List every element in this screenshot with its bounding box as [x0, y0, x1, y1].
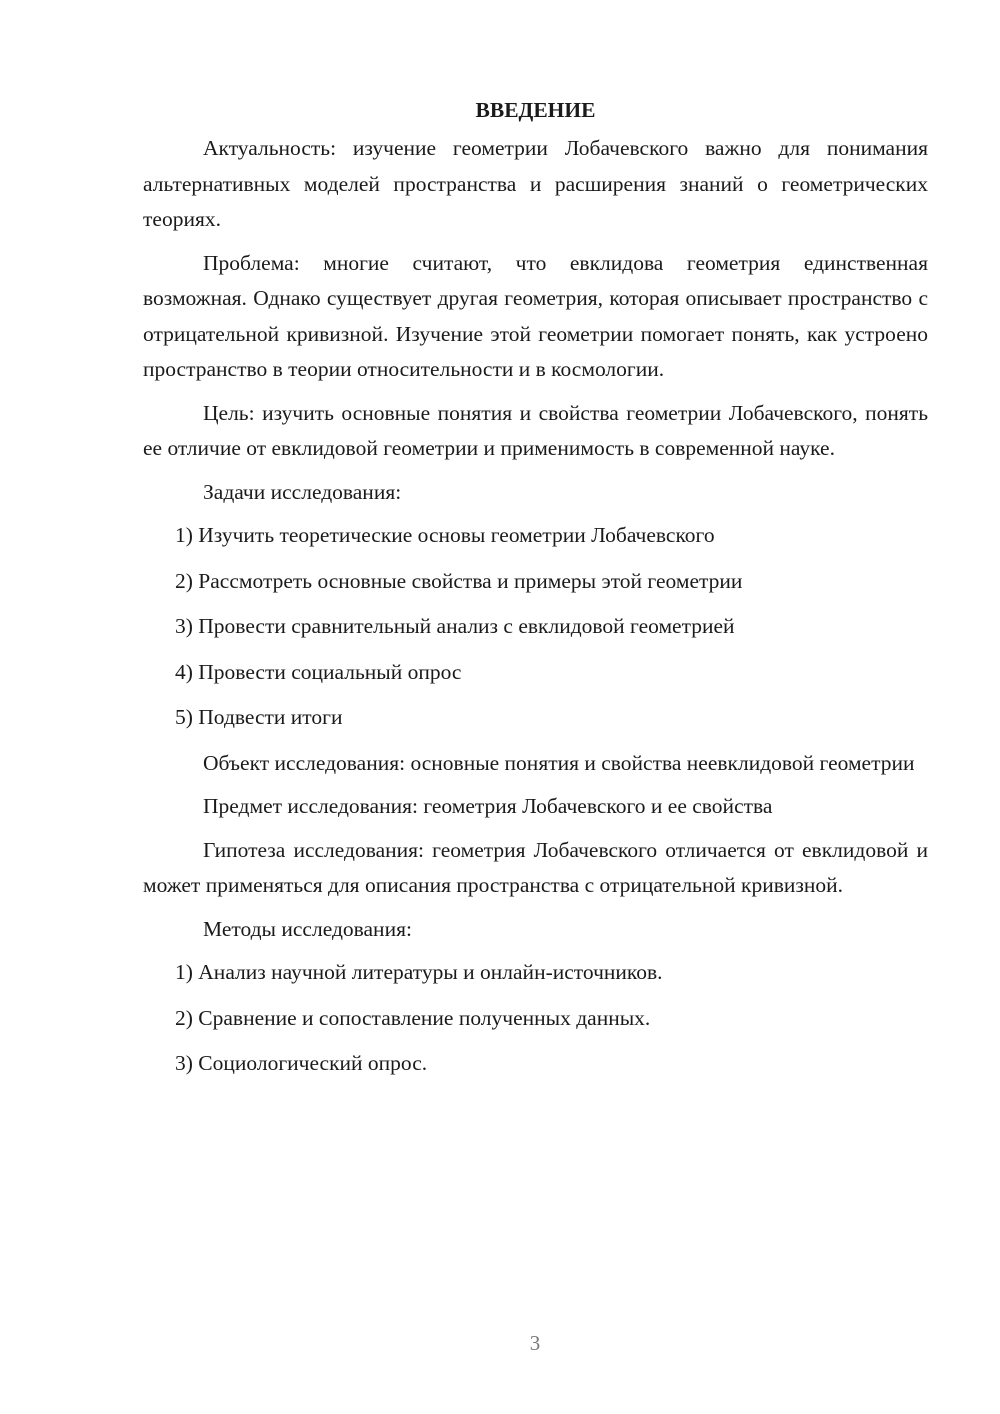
list-item: 4) Провести социальный опрос: [175, 659, 462, 684]
list-item: 2) Рассмотреть основные свойства и примеры этой геометрии: [175, 568, 743, 593]
methods-list: [143, 955, 928, 1082]
list-item: 1) Анализ научной литературы и онлайн-источников.: [175, 960, 663, 984]
hypothesis-paragraph: Гипотеза исследования: геометрия Лобачевского отличается от евклидовой и может применяться для описания пространства с отрицательной кривизной.: [143, 837, 928, 897]
problem-paragraph: Проблема: многие считают, что евклидова геометрия единственная возможная. Однако существует другая геометрия, которая описывает пространство с отрицательной кривизной. Изучение этой геометрии помогает понять, как устроено пространство в теории относительности и в космологии.: [143, 250, 928, 381]
list-item: 1) Изучить теоретические основы геометрии Лобачевского: [175, 523, 715, 547]
list-item: 3) Провести сравнительный анализ с евклидовой геометрией: [175, 614, 735, 638]
methods-heading: Методы исследования:: [203, 916, 412, 941]
list-item: 3) Социологический опрос.: [175, 1051, 428, 1075]
page-title: ВВЕДЕНИЕ: [475, 98, 596, 122]
tasks-heading: Задачи исследования:: [203, 479, 402, 504]
object-paragraph: Объект исследования: основные понятия и свойства неевклидовой геометрии: [203, 750, 915, 775]
relevance-paragraph: Актуальность: изучение геометрии Лобачевского важно для понимания альтернативных моделей пространства и расширения знаний о геометрических теориях.: [143, 136, 928, 231]
document-page: [143, 92, 928, 1092]
page-number: 3: [529, 1331, 541, 1355]
tasks-list: [143, 518, 928, 736]
list-item: 2) Сравнение и сопоставление полученных данных.: [175, 1005, 651, 1030]
list-item: 5) Подвести итоги: [175, 705, 343, 729]
subject-paragraph: Предмет исследования: геометрия Лобачевского и ее свойства: [203, 794, 773, 818]
goal-paragraph: Цель: изучить основные понятия и свойства геометрии Лобачевского, понять ее отличие от евклидовой геометрии и применимость в современной науке.: [143, 400, 928, 460]
